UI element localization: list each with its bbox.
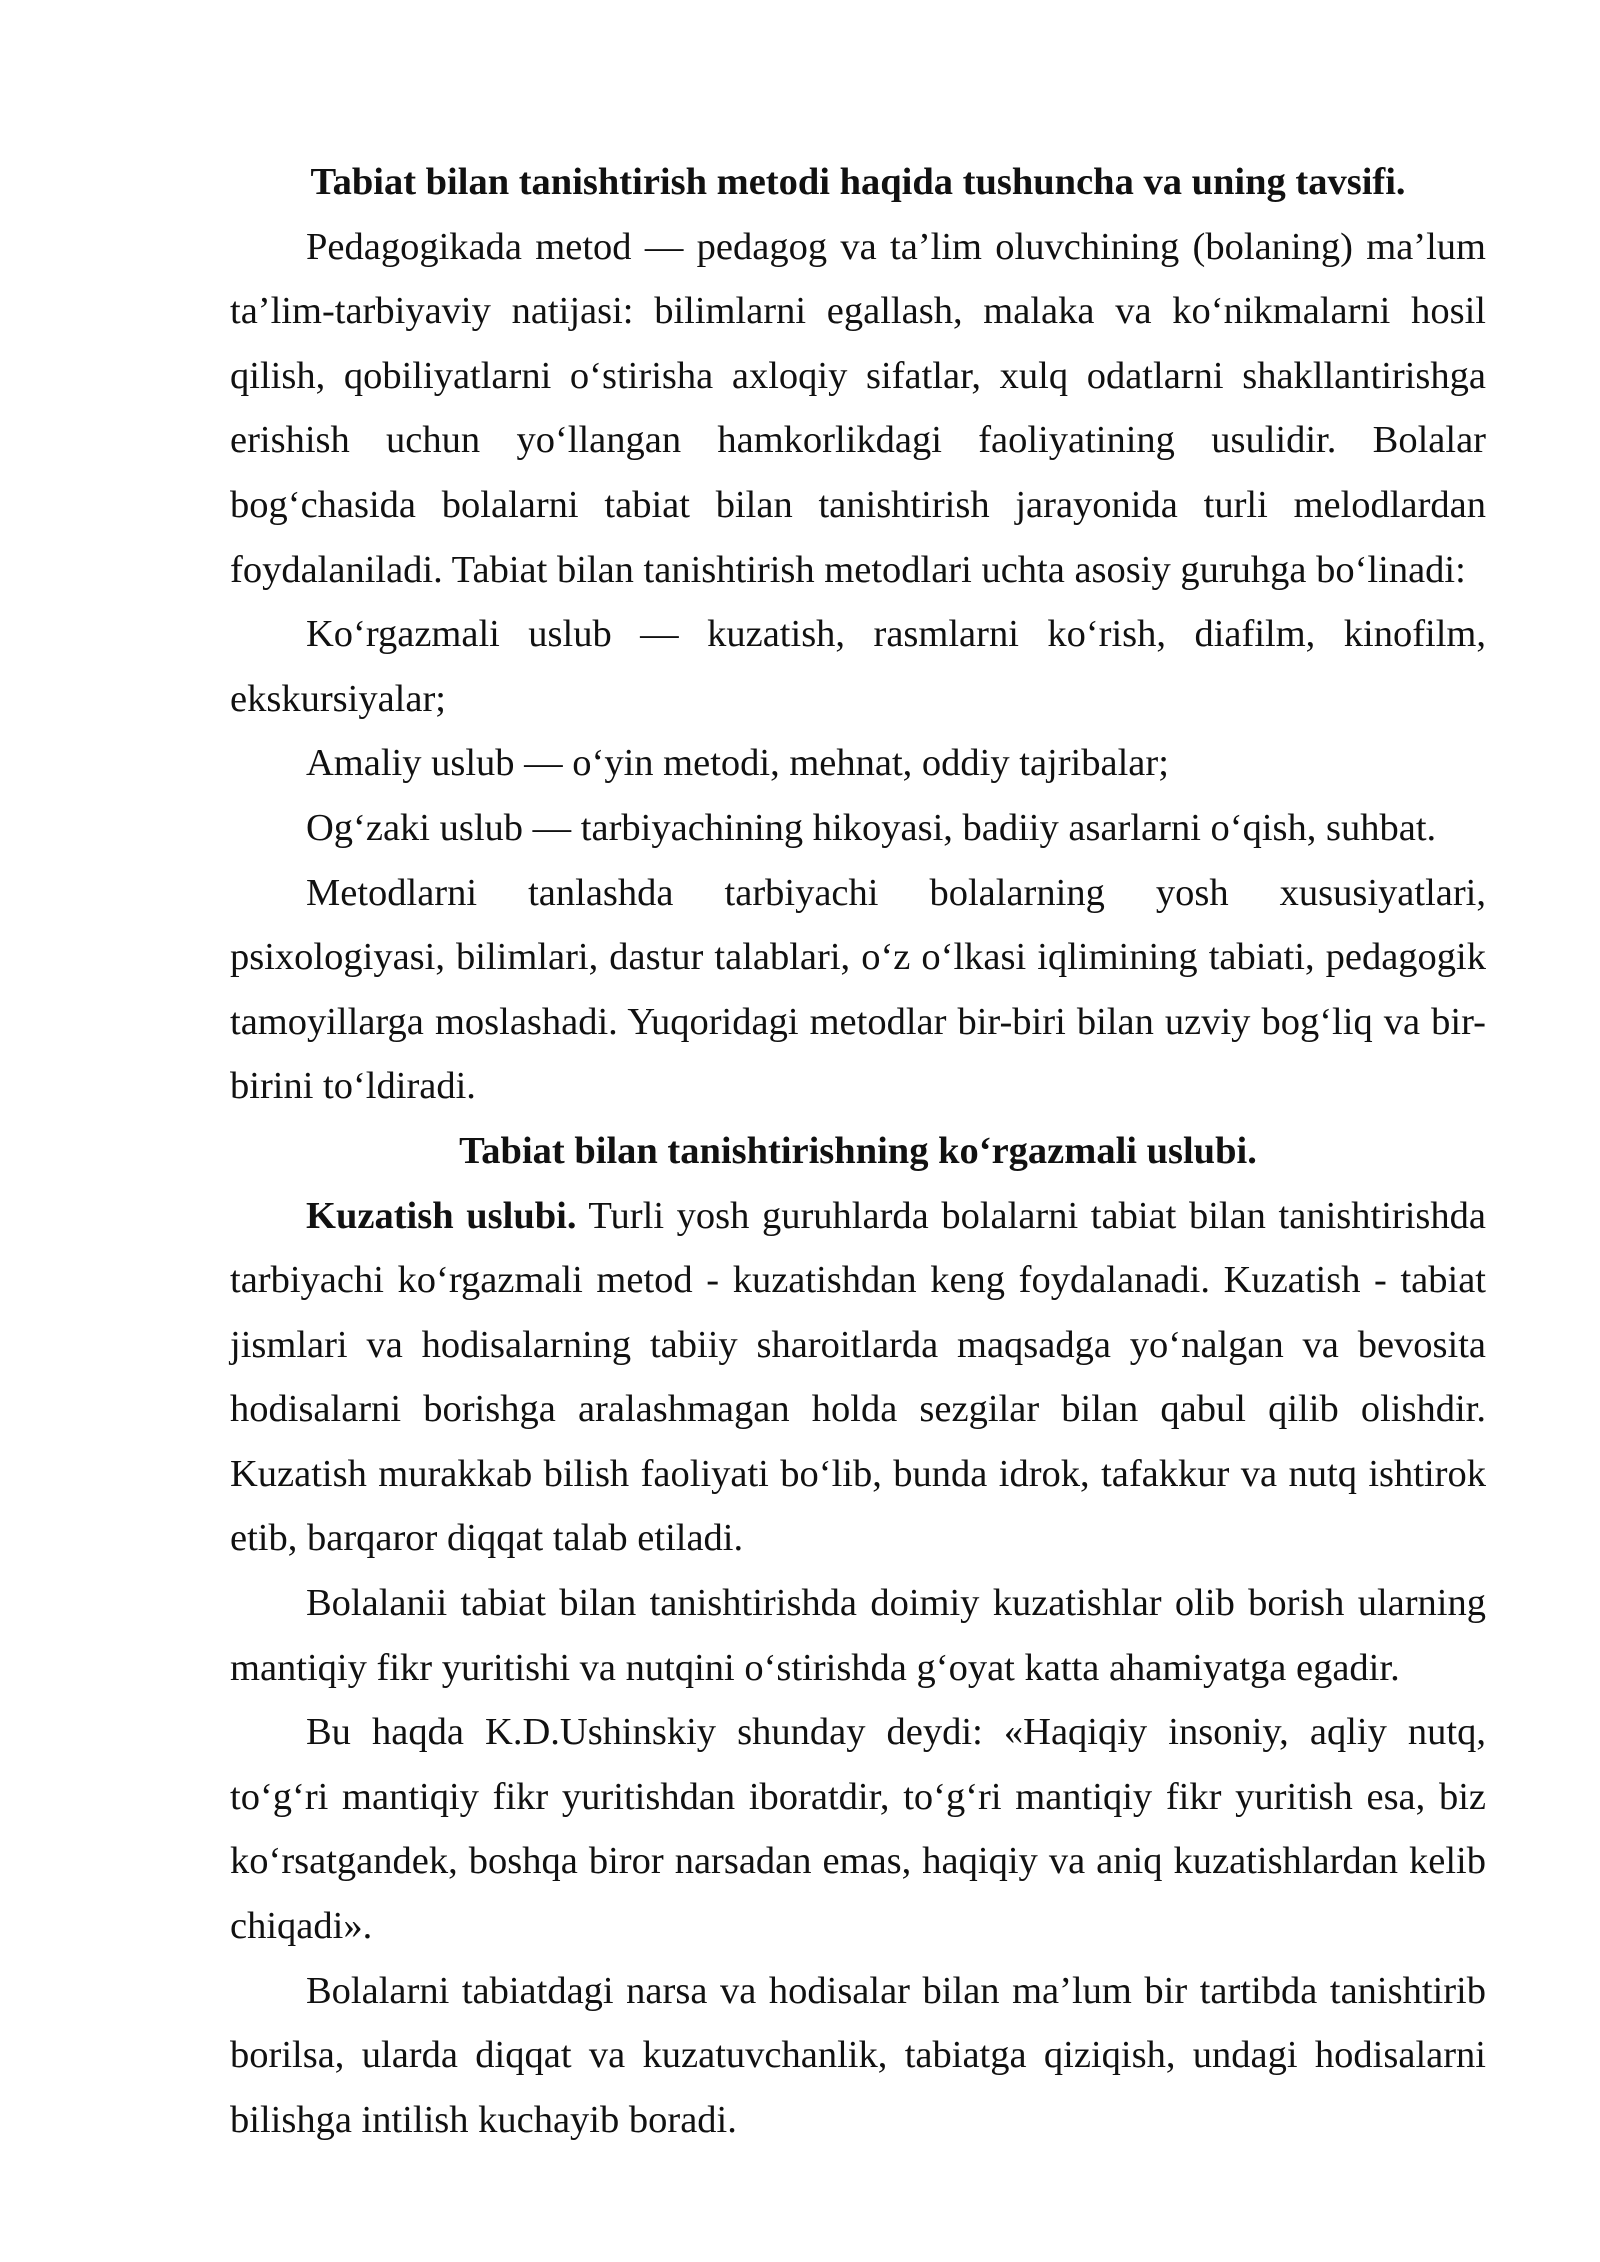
list-item-verbal-method: Og‘zaki uslub — tarbiyachining hikoyasi, badiiy asarlarni o‘qish, suhbat. bbox=[306, 806, 1437, 849]
document-body bbox=[230, 150, 1486, 2152]
paragraph-method-definition: Pedagogikada metod — pedagog va ta’lim oluvchining (bolaning) ma’lum ta’lim-tarbiyaviy natijasi: bilimlarni egallash, malaka va ko‘nikmalarni hosil qilish, qobiliyatlarni o‘stirisha axloqiy sifatlar, xulq odatlarni shakllantirishga erishish uchun yo‘llangan hamkorlikdagi faoliyatining usulidir. Bolalar bog‘chasida bolalarni tabiat bilan tanishtirish jarayonida turli melodlardan foydalaniladi. Tabiat bilan tanishtirish metodlari uchta asosiy guruhga bo‘linadi: bbox=[230, 225, 1486, 591]
paragraph-conclusion: Bolalarni tabiatdagi narsa va hodisalar bilan ma’lum bir tartibda tanishtirib borilsa, ularda diqqat va kuzatuvchanlik, tabiatga qiziqish, undagi hodisalarni bilishga intilish kuchayib boradi. bbox=[230, 1969, 1486, 2141]
list-item-practical-method: Amaliy uslub — o‘yin metodi, mehnat, oddiy tajribalar; bbox=[306, 742, 1169, 785]
paragraph-method-selection: Metodlarni tanlashda tarbiyachi bolalarning yosh xususiyatlari, psixologiyasi, bilimlari, dastur talablari, o‘z o‘lkasi iqlimining tabiati, pedagogik tamoyillarga moslashadi. Yuqoridagi metodlar bir-biri bilan uzviy bog‘liq va bir-birini to‘ldiradi. bbox=[230, 871, 1486, 1108]
paragraph-regular-observation: Bolalanii tabiat bilan tanishtirishda doimiy kuzatishlar olib borish ularning mantiqiy fikr yuritishi va nutqini o‘stirishda g‘oyat katta ahamiyatga egadir. bbox=[230, 1582, 1486, 1689]
section-heading-method-concept: Tabiat bilan tanishtirish metodi haqida tushuncha va uning tavsifi. bbox=[310, 161, 1406, 203]
observation-method-text: Turli yosh guruhlarda bolalarni tabiat bilan tanishtirishda tarbiyachi ko‘rgazmali metod - kuzatishdan keng foydalanadi. Kuzatish - tabiat jismlari va hodisalarning tabiiy sharoitlarda maqsadga yo‘nalgan va bevosita hodisalarni borishga aralashmagan holda sezgilar bilan qabul qilib olishdir. Kuzatish murakkab bilish faoliyati bo‘lib, bunda idrok, tafakkur va nutq ishtirok etib, barqaror diqqat talab etiladi. bbox=[230, 1194, 1486, 1560]
paragraph-observation-method bbox=[230, 1184, 1486, 1572]
section-heading-visual-method: Tabiat bilan tanishtirishning ko‘rgazmali uslubi. bbox=[459, 1129, 1257, 1172]
paragraph-ushinskiy-quote: Bu haqda K.D.Ushinskiy shunday deydi: «Haqiqiy insoniy, aqliy nutq, to‘g‘ri mantiqiy fikr yuritishdan iboratdir, to‘g‘ri mantiqiy fikr yuritish esa, biz ko‘rsatgandek, boshqa biror narsadan emas, haqiqiy va aniq kuzatishlardan kelib chiqadi». bbox=[230, 1711, 1486, 1948]
observation-method-lead: Kuzatish uslubi. bbox=[306, 1194, 577, 1237]
list-item-visual-method: Ko‘rgazmali uslub — kuzatish, rasmlarni ko‘rish, diafilm, kinofilm, ekskursiyalar; bbox=[230, 613, 1486, 720]
